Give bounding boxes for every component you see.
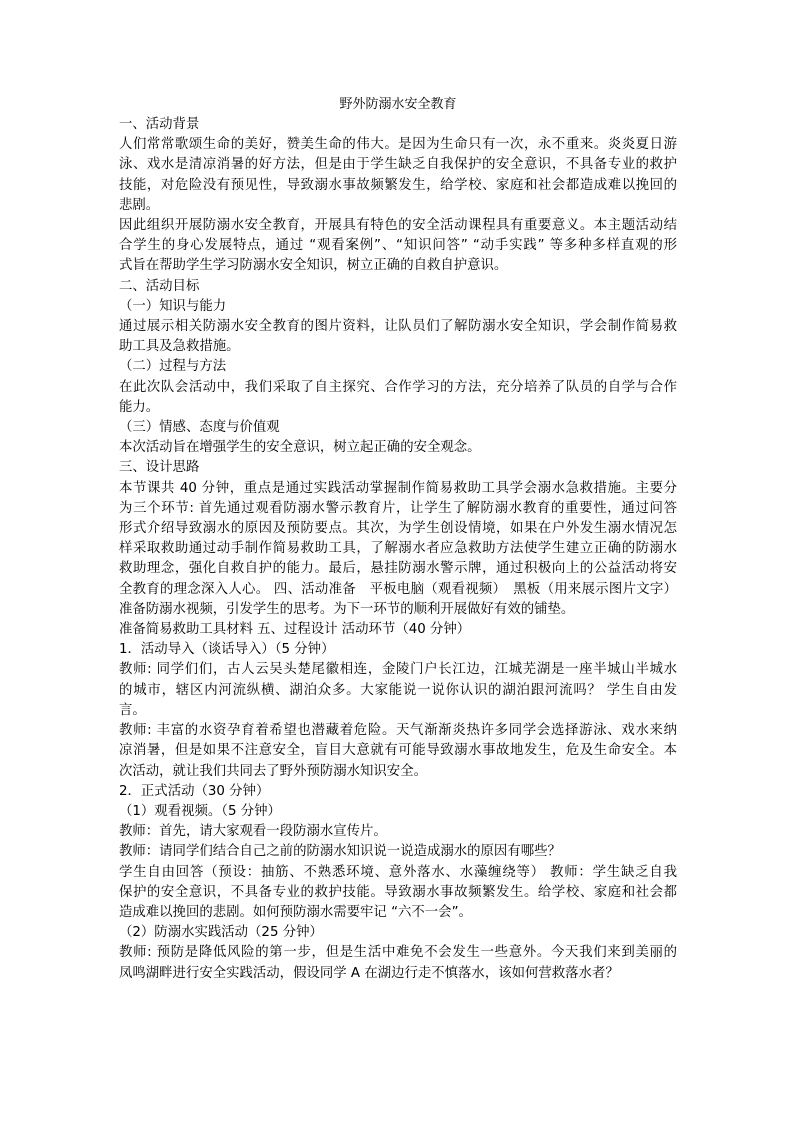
text-line: 保护的安全意识，不具备专业的救护技能。导致溺水事故频繁发生。给学校、家庭和社会都	[119, 884, 677, 900]
text-line: 教师：请同学们结合自己之前的防溺水知识说一说造成溺水的原因有哪些？	[119, 844, 561, 860]
text-line: 教师: 丰富的水资孕育着希望也潜藏着危险。天气渐渐炎热许多同学会选择游泳、戏水来纳	[119, 723, 677, 739]
text-line: 凉消暑，但是如果不注意安全，盲目大意就有可能导致溺水事故地发生，危及生命安全。本	[119, 743, 677, 759]
text-line: 为三个环节: 首先通过观看防溺水警示教育片，让学生了解防溺水教育的重要性，通过问答	[119, 500, 677, 516]
text-line: 助工具及急救措施。	[119, 339, 240, 355]
text-line: 一、活动背景	[119, 117, 200, 132]
text-line: 全教育的理念深入人心。 四、活动准备 平板电脑（观看视频） 黑板（用来展示图片文字）	[119, 581, 677, 597]
text-line: 凤鸣湖畔进行安全实践活动，假设同学 A 在湖边行走不慎落水，该如何营救落水者？	[119, 965, 619, 981]
text-line: 泳、戏水是清凉消暑的好方法，但是由于学生缺乏自我保护的安全意识，不具备专业的救护	[119, 157, 677, 173]
text-line: 学生自由回答（预设：抽筋、不熟悉环境、意外落水、水藻缠绕等） 教师：学生缺乏自我	[119, 864, 677, 880]
text-line: 2．正式活动（30 分钟）	[119, 783, 270, 799]
text-line: 三、设计思路	[119, 460, 200, 476]
text-line: 教师: 同学们们，古人云吴头楚尾徽相连，金陵门户长江边，江城芜湖是一座半城山半城水	[119, 662, 677, 678]
text-line: （三）情感、态度与价值观	[119, 420, 280, 436]
text-line: 二、活动目标	[119, 278, 200, 294]
text-line: 通过展示相关防溺水安全教育的图片资料，让队员们了解防溺水安全知识，学会制作简易救	[119, 319, 677, 335]
text-line: 的城市，辖区内河流纵横、湖泊众多。大家能说一说你认识的湖泊跟河流吗？ 学生自由发	[119, 682, 677, 698]
text-line: 本节课共 40 分钟，重点是通过实践活动掌握制作简易救助工具学会溺水急救措施。主要分	[119, 480, 677, 496]
text-line: 教师: 预防是降低风险的第一步，但是生活中难免不会发生一些意外。今天我们来到美丽的	[119, 945, 677, 961]
document-body	[119, 115, 677, 984]
text-line: 因此组织开展防溺水安全教育，开展具有特色的安全活动课程具有重要意义。本主题活动结	[119, 218, 677, 234]
text-line: 言。	[119, 702, 146, 718]
text-line: （一）知识与能力	[119, 298, 227, 314]
text-line: 本次活动旨在增强学生的安全意识，树立起正确的安全观念。	[119, 440, 481, 456]
text-line: 1．活动导入（谈话导入）（5 分钟）	[119, 642, 335, 658]
document-page	[119, 95, 677, 984]
text-line: 技能，对危险没有预见性，导致溺水事故频繁发生，给学校、家庭和社会都造成难以挽回的	[119, 177, 677, 193]
text-line: 次活动，就让我们共同去了野外预防溺水知识安全。	[119, 763, 427, 779]
document-title: 野外防溺水安全教育	[339, 97, 457, 112]
text-line: 能力。	[119, 399, 160, 415]
text-line: 救助理念，强化自救自护的能力。最后，悬挂防溺水警示牌，通过积极向上的公益活动将安	[119, 561, 677, 577]
text-line: 式旨在帮助学生学习防溺水安全知识，树立正确的自救自护意识。	[119, 258, 508, 274]
text-line: 准备简易救助工具材料 五、过程设计 活动环节（40 分钟）	[119, 622, 471, 638]
text-line: 合学生的身心发展特点，通过 “观看案例”、“知识问答” “动手实践” 等多种多样直观的形	[119, 238, 677, 254]
text-line: 样采取救助通过动手制作简易救助工具，了解溺水者应急救助方法使学生建立正确的防溺水	[119, 541, 677, 557]
text-line: （1）观看视频。（5 分钟）	[119, 803, 281, 819]
text-line: （2）防溺水实践活动（25 分钟）	[119, 925, 323, 941]
text-line: 人们常常歌颂生命的美好，赞美生命的伟大。是因为生命只有一次，永不重来。炎炎夏日游	[119, 137, 677, 153]
text-line: 造成难以挽回的悲剧。如何预防溺水需要牢记 “六不一会”。	[119, 904, 472, 920]
text-line: （二）过程与方法	[119, 359, 227, 375]
text-line: 准备防溺水视频，引发学生的思考。为下一环节的顺利开展做好有效的铺垫。	[119, 601, 575, 617]
text-line: 悲剧。	[119, 197, 160, 213]
text-line: 教师：首先，请大家观看一段防溺水宣传片。	[119, 824, 387, 840]
text-line: 形式介绍导致溺水的原因及预防要点。其次，为学生创设情境，如果在户外发生溺水情况怎	[119, 521, 677, 537]
text-line: 在此次队会活动中，我们采取了自主探究、合作学习的方法，充分培养了队员的自学与合作	[119, 379, 677, 395]
